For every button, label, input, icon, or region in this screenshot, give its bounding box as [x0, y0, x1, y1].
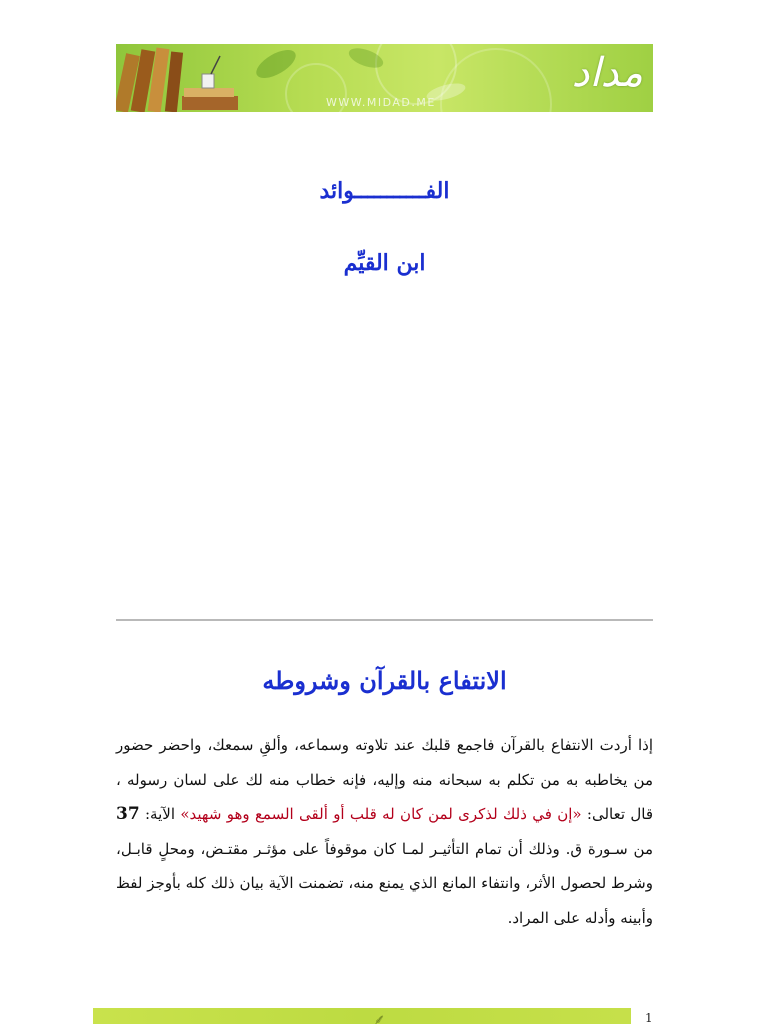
paragraph-text-3: من سـورة ق. وذلك أن تمام التأثيـر لمـا كان موقوفاً على مؤثـر مقتـض، ومحلٍ قابـل، وشرط لحصول الأثر، وانتفاء المانع الذي يمنع منه، تضمنت الآية بيان ذلك كله بأوجز لفظ وأبينه وأدله على المراد. [116, 839, 653, 927]
book-author: ابن القيِّم [343, 250, 426, 276]
section-heading: الانتفاع بالقرآن وشروطه [262, 666, 507, 695]
paragraph-text-1: إذا أردت الانتفاع بالقرآن فاجمع قلبك عند تلاوته وسماعه، وألقِ سمعك، واحضر حضور من يخاطبه به من تكلم به سبحانه منه وإليه، فإنه خطاب منه لك على لسان رسوله ، قال تعالى: [116, 736, 653, 823]
verse-number: 37 [116, 804, 140, 824]
quran-quote: «إن في ذلك لذكرى لمن كان له قلب أو ألقى السمع وهو شهيد» [180, 805, 582, 823]
books-icon [116, 44, 246, 112]
page-number: 1 [645, 1011, 653, 1024]
section-divider [116, 619, 653, 621]
body-paragraph [116, 728, 653, 935]
website-url: WWW.MIDAD.ME [326, 96, 436, 109]
header-banner [116, 44, 653, 112]
midad-logo: مداد [571, 50, 643, 96]
footer-banner [93, 1008, 631, 1024]
paragraph-text-2: الآية: [139, 805, 181, 823]
footer-ornament-icon: ⸙ [373, 1012, 384, 1024]
book-title: الفـــــــــــوائد [319, 178, 450, 204]
